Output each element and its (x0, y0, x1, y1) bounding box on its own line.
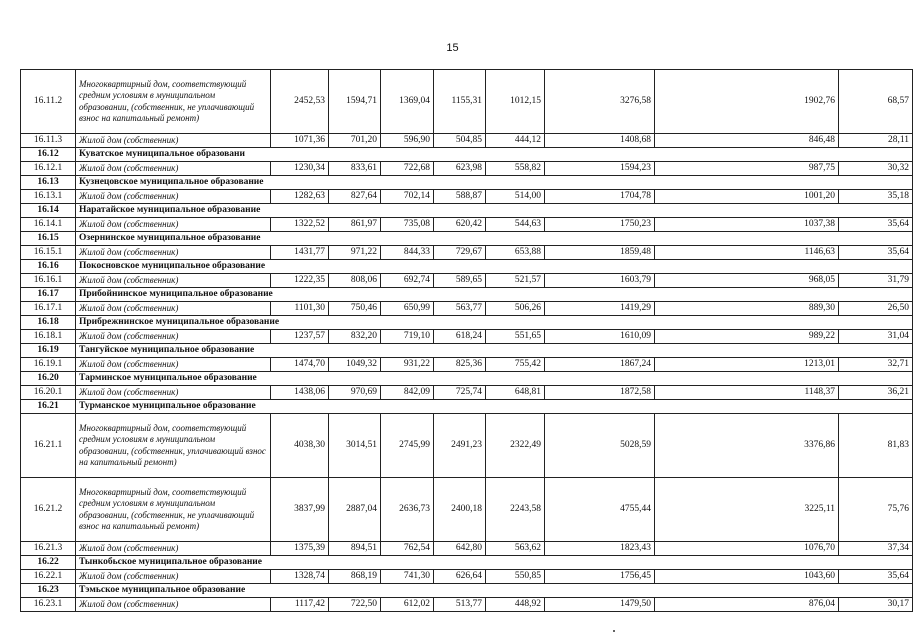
page-number: 15 (446, 42, 459, 54)
section-code: 16.19 (21, 344, 76, 358)
value-cell-v1: 1237,57 (271, 330, 329, 344)
value-cell-v7: 1037,38 (655, 218, 839, 232)
value-cell-v8: 35,64 (839, 218, 913, 232)
row-description: Жилой дом (собственник) (76, 246, 271, 260)
value-cell-v5: 521,57 (486, 274, 545, 288)
section-title: Тэмьское муниципальное образование (76, 584, 913, 598)
value-cell-v6: 1603,79 (545, 274, 655, 288)
value-cell-v4: 513,77 (434, 598, 486, 612)
value-cell-v1: 3837,99 (271, 478, 329, 542)
section-title: Турманское муниципальное образование (76, 400, 913, 414)
value-cell-v2: 833,61 (329, 162, 381, 176)
section-row (21, 372, 913, 386)
section-code: 16.16 (21, 260, 76, 274)
row-description: Многоквартирный дом, соответствующий средним условиям в муниципальном образовании, (собственник, уплачивающий взнос на капитальный ремонт) (76, 414, 271, 478)
row-code: 16.14.1 (21, 218, 76, 232)
value-cell-v4: 729,67 (434, 246, 486, 260)
section-row (21, 176, 913, 190)
section-row (21, 232, 913, 246)
table-row (21, 162, 913, 176)
value-cell-v5: 2322,49 (486, 414, 545, 478)
section-title: Прибрежнинское муниципальное образование (76, 316, 913, 330)
row-code: 16.20.1 (21, 386, 76, 400)
value-cell-v1: 1375,39 (271, 542, 329, 556)
row-code: 16.23.1 (21, 598, 76, 612)
value-cell-v1: 1282,63 (271, 190, 329, 204)
value-cell-v1: 1328,74 (271, 570, 329, 584)
section-code: 16.17 (21, 288, 76, 302)
value-cell-v6: 1419,29 (545, 302, 655, 316)
value-cell-v4: 563,77 (434, 302, 486, 316)
row-description: Многоквартирный дом, соответствующий средним условиям в муниципальном образовании, (собственник, не уплачивающий взнос на капитальный ремонт) (76, 478, 271, 542)
value-cell-v7: 3225,11 (655, 478, 839, 542)
value-cell-v8: 32,71 (839, 358, 913, 372)
row-description: Жилой дом (собственник) (76, 274, 271, 288)
value-cell-v1: 1474,70 (271, 358, 329, 372)
row-code: 16.16.1 (21, 274, 76, 288)
value-cell-v1: 1438,06 (271, 386, 329, 400)
value-cell-v3: 719,10 (381, 330, 434, 344)
section-row (21, 400, 913, 414)
value-cell-v6: 4755,44 (545, 478, 655, 542)
value-cell-v5: 563,62 (486, 542, 545, 556)
section-title: Покосновское муниципальное образование (76, 260, 913, 274)
value-cell-v2: 868,19 (329, 570, 381, 584)
table-row (21, 134, 913, 148)
row-description: Жилой дом (собственник) (76, 218, 271, 232)
section-title: Наратайское муниципальное образование (76, 204, 913, 218)
section-code: 16.21 (21, 400, 76, 414)
value-cell-v1: 1101,30 (271, 302, 329, 316)
section-title: Тынкобьское муниципальное образование (76, 556, 913, 570)
row-code: 16.21.2 (21, 478, 76, 542)
value-cell-v7: 1001,20 (655, 190, 839, 204)
value-cell-v4: 623,98 (434, 162, 486, 176)
value-cell-v8: 81,83 (839, 414, 913, 478)
value-cell-v5: 444,12 (486, 134, 545, 148)
value-cell-v7: 846,48 (655, 134, 839, 148)
value-cell-v4: 642,80 (434, 542, 486, 556)
row-code: 16.21.3 (21, 542, 76, 556)
table-row (21, 386, 913, 400)
table-row (21, 302, 913, 316)
section-row (21, 344, 913, 358)
table-row (21, 598, 913, 612)
section-row (21, 556, 913, 570)
row-description: Жилой дом (собственник) (76, 542, 271, 556)
section-title: Кузнецовское муниципальное образование (76, 176, 913, 190)
table-row (21, 70, 913, 134)
table-row (21, 414, 913, 478)
value-cell-v7: 987,75 (655, 162, 839, 176)
value-cell-v2: 2887,04 (329, 478, 381, 542)
value-cell-v6: 1859,48 (545, 246, 655, 260)
value-cell-v8: 75,76 (839, 478, 913, 542)
section-row (21, 316, 913, 330)
value-cell-v4: 725,74 (434, 386, 486, 400)
value-cell-v5: 550,85 (486, 570, 545, 584)
section-title: Озернинское муниципальное образование (76, 232, 913, 246)
value-cell-v7: 1043,60 (655, 570, 839, 584)
tariff-table (20, 69, 913, 612)
value-cell-v6: 1594,23 (545, 162, 655, 176)
value-cell-v4: 620,42 (434, 218, 486, 232)
value-cell-v7: 1902,76 (655, 70, 839, 134)
value-cell-v4: 825,36 (434, 358, 486, 372)
value-cell-v3: 842,09 (381, 386, 434, 400)
row-description: Жилой дом (собственник) (76, 598, 271, 612)
value-cell-v1: 1222,35 (271, 274, 329, 288)
row-code: 16.18.1 (21, 330, 76, 344)
table-row (21, 570, 913, 584)
value-cell-v2: 722,50 (329, 598, 381, 612)
value-cell-v2: 701,20 (329, 134, 381, 148)
section-title: Тарминское муниципальное образование (76, 372, 913, 386)
section-code: 16.18 (21, 316, 76, 330)
table-row (21, 358, 913, 372)
table-row (21, 190, 913, 204)
value-cell-v8: 31,79 (839, 274, 913, 288)
table-body (21, 70, 913, 612)
value-cell-v5: 551,65 (486, 330, 545, 344)
value-cell-v2: 861,97 (329, 218, 381, 232)
section-row (21, 584, 913, 598)
value-cell-v1: 1071,36 (271, 134, 329, 148)
value-cell-v2: 1049,32 (329, 358, 381, 372)
value-cell-v5: 514,00 (486, 190, 545, 204)
section-row (21, 204, 913, 218)
table-row (21, 330, 913, 344)
value-cell-v8: 68,57 (839, 70, 913, 134)
section-row (21, 260, 913, 274)
value-cell-v7: 968,05 (655, 274, 839, 288)
table-row (21, 218, 913, 232)
section-title: Прибойнинское муниципальное образование (76, 288, 913, 302)
row-code: 16.21.1 (21, 414, 76, 478)
scan-dot (613, 630, 615, 632)
value-cell-v3: 722,68 (381, 162, 434, 176)
row-description: Многоквартирный дом, соответствующий средним условиям в муниципальном образовании, (собственник, не уплачивающий взнос на капитальный ремонт) (76, 70, 271, 134)
value-cell-v7: 1076,70 (655, 542, 839, 556)
value-cell-v6: 1867,24 (545, 358, 655, 372)
value-cell-v4: 626,64 (434, 570, 486, 584)
value-cell-v8: 35,18 (839, 190, 913, 204)
row-description: Жилой дом (собственник) (76, 190, 271, 204)
row-code: 16.17.1 (21, 302, 76, 316)
table-row (21, 542, 913, 556)
value-cell-v5: 1012,15 (486, 70, 545, 134)
value-cell-v3: 735,08 (381, 218, 434, 232)
value-cell-v6: 1479,50 (545, 598, 655, 612)
table-row (21, 478, 913, 542)
value-cell-v1: 4038,30 (271, 414, 329, 478)
value-cell-v7: 1213,01 (655, 358, 839, 372)
row-description: Жилой дом (собственник) (76, 570, 271, 584)
value-cell-v4: 2491,23 (434, 414, 486, 478)
row-code: 16.13.1 (21, 190, 76, 204)
row-code: 16.15.1 (21, 246, 76, 260)
section-code: 16.13 (21, 176, 76, 190)
section-title: Куватское муниципальное образовани (76, 148, 913, 162)
row-code: 16.11.3 (21, 134, 76, 148)
value-cell-v8: 36,21 (839, 386, 913, 400)
value-cell-v2: 970,69 (329, 386, 381, 400)
section-code: 16.15 (21, 232, 76, 246)
value-cell-v2: 750,46 (329, 302, 381, 316)
value-cell-v5: 648,81 (486, 386, 545, 400)
value-cell-v6: 3276,58 (545, 70, 655, 134)
value-cell-v8: 37,34 (839, 542, 913, 556)
value-cell-v5: 448,92 (486, 598, 545, 612)
value-cell-v2: 827,64 (329, 190, 381, 204)
section-code: 16.14 (21, 204, 76, 218)
value-cell-v3: 692,74 (381, 274, 434, 288)
value-cell-v7: 876,04 (655, 598, 839, 612)
value-cell-v3: 1369,04 (381, 70, 434, 134)
value-cell-v2: 3014,51 (329, 414, 381, 478)
value-cell-v8: 28,11 (839, 134, 913, 148)
row-code: 16.22.1 (21, 570, 76, 584)
value-cell-v5: 2243,58 (486, 478, 545, 542)
value-cell-v4: 618,24 (434, 330, 486, 344)
value-cell-v2: 971,22 (329, 246, 381, 260)
table-row (21, 246, 913, 260)
table-row (21, 274, 913, 288)
value-cell-v5: 755,42 (486, 358, 545, 372)
value-cell-v3: 650,99 (381, 302, 434, 316)
section-code: 16.22 (21, 556, 76, 570)
section-row (21, 288, 913, 302)
value-cell-v1: 1322,52 (271, 218, 329, 232)
value-cell-v7: 1146,63 (655, 246, 839, 260)
value-cell-v3: 931,22 (381, 358, 434, 372)
value-cell-v7: 3376,86 (655, 414, 839, 478)
value-cell-v6: 1750,23 (545, 218, 655, 232)
value-cell-v3: 2745,99 (381, 414, 434, 478)
value-cell-v4: 588,87 (434, 190, 486, 204)
row-description: Жилой дом (собственник) (76, 162, 271, 176)
value-cell-v1: 1117,42 (271, 598, 329, 612)
value-cell-v6: 1610,09 (545, 330, 655, 344)
value-cell-v7: 989,22 (655, 330, 839, 344)
value-cell-v3: 762,54 (381, 542, 434, 556)
value-cell-v6: 1872,58 (545, 386, 655, 400)
value-cell-v4: 1155,31 (434, 70, 486, 134)
value-cell-v8: 30,17 (839, 598, 913, 612)
row-code: 16.12.1 (21, 162, 76, 176)
value-cell-v3: 596,90 (381, 134, 434, 148)
value-cell-v5: 653,88 (486, 246, 545, 260)
value-cell-v8: 30,32 (839, 162, 913, 176)
value-cell-v2: 832,20 (329, 330, 381, 344)
section-code: 16.12 (21, 148, 76, 162)
value-cell-v5: 558,82 (486, 162, 545, 176)
value-cell-v8: 26,50 (839, 302, 913, 316)
row-description: Жилой дом (собственник) (76, 134, 271, 148)
section-row (21, 148, 913, 162)
value-cell-v6: 1704,78 (545, 190, 655, 204)
value-cell-v2: 808,06 (329, 274, 381, 288)
value-cell-v6: 1823,43 (545, 542, 655, 556)
value-cell-v4: 589,65 (434, 274, 486, 288)
value-cell-v3: 2636,73 (381, 478, 434, 542)
value-cell-v7: 1148,37 (655, 386, 839, 400)
value-cell-v6: 5028,59 (545, 414, 655, 478)
value-cell-v1: 2452,53 (271, 70, 329, 134)
value-cell-v8: 35,64 (839, 246, 913, 260)
row-description: Жилой дом (собственник) (76, 358, 271, 372)
row-code: 16.11.2 (21, 70, 76, 134)
row-description: Жилой дом (собственник) (76, 302, 271, 316)
value-cell-v5: 506,26 (486, 302, 545, 316)
value-cell-v7: 889,30 (655, 302, 839, 316)
value-cell-v1: 1431,77 (271, 246, 329, 260)
value-cell-v3: 844,33 (381, 246, 434, 260)
value-cell-v3: 612,02 (381, 598, 434, 612)
value-cell-v5: 544,63 (486, 218, 545, 232)
value-cell-v8: 35,64 (839, 570, 913, 584)
row-code: 16.19.1 (21, 358, 76, 372)
value-cell-v6: 1756,45 (545, 570, 655, 584)
value-cell-v8: 31,04 (839, 330, 913, 344)
value-cell-v6: 1408,68 (545, 134, 655, 148)
value-cell-v4: 504,85 (434, 134, 486, 148)
value-cell-v1: 1230,34 (271, 162, 329, 176)
row-description: Жилой дом (собственник) (76, 386, 271, 400)
value-cell-v3: 702,14 (381, 190, 434, 204)
row-description: Жилой дом (собственник) (76, 330, 271, 344)
section-title: Тангуйское муниципальное образование (76, 344, 913, 358)
value-cell-v2: 894,51 (329, 542, 381, 556)
section-code: 16.20 (21, 372, 76, 386)
value-cell-v2: 1594,71 (329, 70, 381, 134)
section-code: 16.23 (21, 584, 76, 598)
value-cell-v4: 2400,18 (434, 478, 486, 542)
value-cell-v3: 741,30 (381, 570, 434, 584)
